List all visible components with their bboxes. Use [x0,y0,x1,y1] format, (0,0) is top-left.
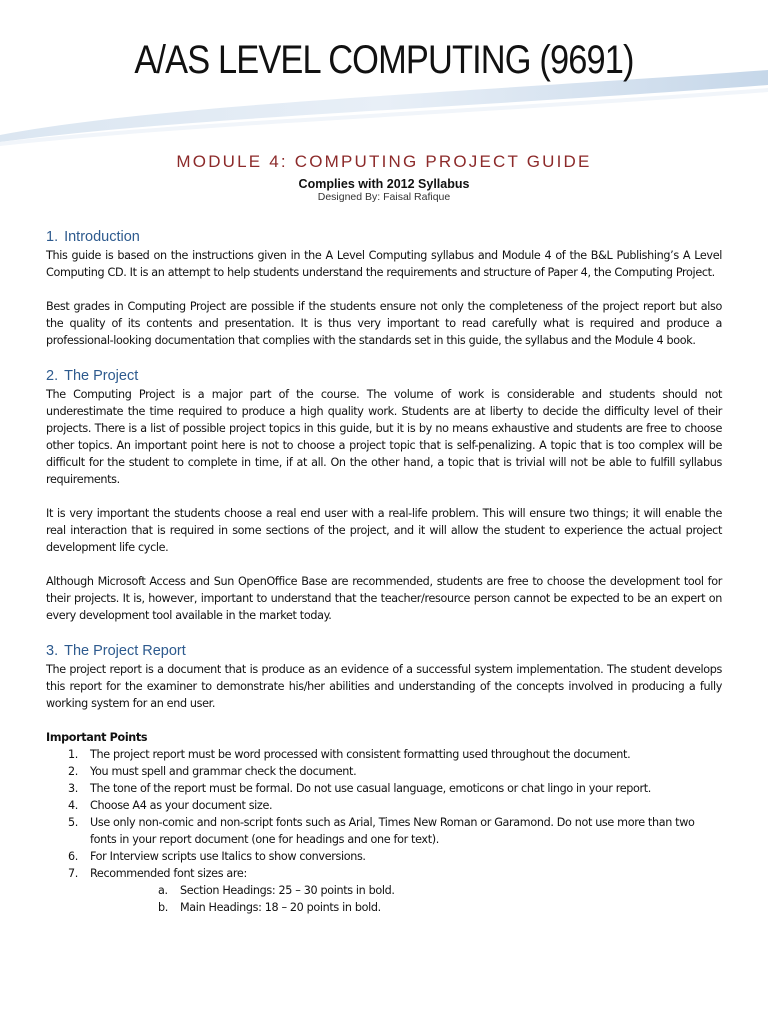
list-number: 3. [68,782,78,795]
list-text: For Interview scripts use Italics to show conversions. [90,850,366,863]
list-text: The tone of the report must be formal. Do not use casual language, emoticons or chat lingo in your report. [90,782,651,795]
section-the-project [46,366,722,624]
section-heading [46,641,722,661]
paragraph: The project report is a document that is produce as an evidence of a successful system implementation. The student develops this report for the examiner to demonstrate his/her abilities and understanding of the concepts involved in producing a fully working system for an end user. [46,663,722,710]
sublist-text: Main Headings: 18 – 20 points in bold. [180,901,381,914]
document-title: A/AS LEVEL COMPUTING (9691) [134,38,634,82]
paragraph: This guide is based on the instructions given in the A Level Computing syllabus and Module 4 of the B&L Publishing’s A Level Computing CD. It is an attempt to help students understand the requirements and structure of Paper 4, the Computing Project. [46,249,722,279]
list-number: 5. [68,816,78,829]
list-item [46,763,722,780]
sublist-item [90,899,722,916]
list-text: You must spell and grammar check the document. [90,765,357,778]
section-number: 2. [46,368,59,384]
section-title: The Project Report [64,643,186,659]
list-text: Choose A4 as your document size. [90,799,273,812]
section-introduction [46,227,722,349]
module-title: MODULE 4: COMPUTING PROJECT GUIDE [176,152,592,171]
paragraph: Best grades in Computing Project are possible if the students ensure not only the completeness of the project report but also the quality of its contents and presentation. It is thus very important to read carefully what is required and produce a professional-looking documentation that complies with the standards set in this guide, the syllabus and the Module 4 book. [46,300,722,347]
sublist-letter: b. [158,901,168,914]
important-points-title: Important Points [46,731,148,744]
list-text: The project report must be word processed with consistent formatting used throughout the document. [90,748,631,761]
list-number: 2. [68,765,78,778]
author-credit: Designed By: Faisal Rafique [317,191,451,203]
list-number: 6. [68,850,78,863]
list-text: Recommended font sizes are: [90,867,247,880]
font-size-sublist [90,882,722,916]
list-number: 7. [68,867,78,880]
list-item [46,797,722,814]
important-points [46,729,722,916]
paragraph: It is very important the students choose a real end user with a real-life problem. This will ensure two things; it will enable the real interaction that is required in some sections of the project, and it will allow the student to experience the actual project development life cycle. [46,507,722,554]
section-title: Introduction [64,229,140,245]
section-number: 1. [46,229,59,245]
list-item [46,814,722,848]
sublist-text: Section Headings: 25 – 30 points in bold. [180,884,395,897]
section-title: The Project [64,368,139,384]
sublist-item [90,882,722,899]
paragraph: The Computing Project is a major part of the course. The volume of work is considerable and students should not underestimate the time required to produce a high quality work. Students are at liberty to decide the difficulty level of their projects. There is a list of possible project topics in this guide, but it is by no means exhaustive and students are free to choose other topics. An important point here is not to choose a project topic that is self-penalizing. A topic that is too complex will be difficult for the student to complete in time, if at all. On the other hand, a topic that is trivial will not be able to fulfill syllabus requirements. [46,388,722,486]
document-body [46,227,722,916]
paragraph: Although Microsoft Access and Sun OpenOffice Base are recommended, students are free to choose the development tool for their projects. It is, however, important to understand that the teacher/resource person cannot be expected to be an expert on every development tool available in the market today. [46,575,722,622]
list-text: Use only non-comic and non-script fonts such as Arial, Times New Roman or Garamond. Do not use more than two fonts in your report document (one for headings and one for text). [90,816,695,846]
section-heading [46,227,722,247]
sublist-letter: a. [158,884,168,897]
list-item [46,865,722,916]
important-points-list [46,746,722,916]
section-number: 3. [46,643,59,659]
section-heading [46,366,722,386]
list-item [46,746,722,763]
list-number: 1. [68,748,78,761]
list-number: 4. [68,799,78,812]
list-item [46,780,722,797]
syllabus-note: Complies with 2012 Syllabus [298,177,470,191]
section-project-report [46,641,722,712]
list-item [46,848,722,865]
